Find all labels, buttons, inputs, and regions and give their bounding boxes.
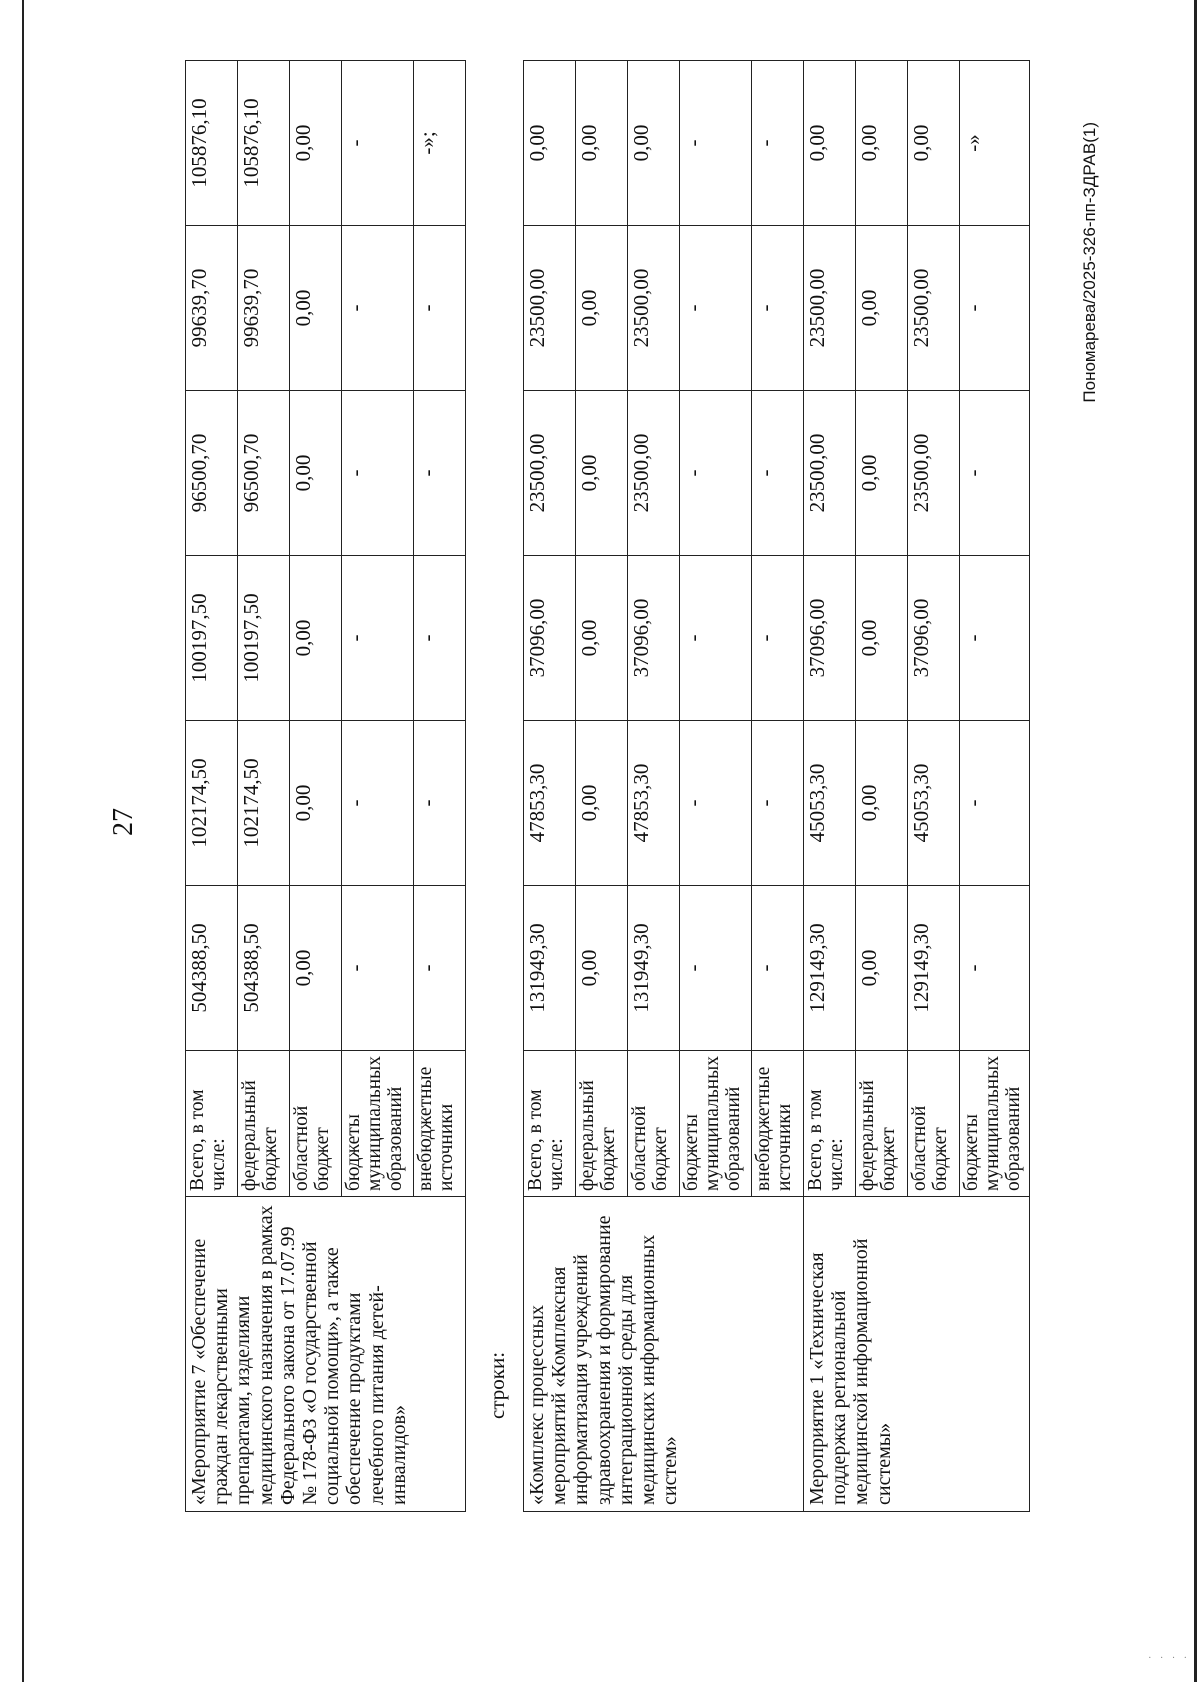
amount-cell: 96500,70 — [238, 391, 290, 556]
amount-cell: 0,00 — [290, 556, 342, 721]
amount-cell: 96500,70 — [186, 391, 238, 556]
funding-source-cell: федеральный бюджет — [576, 1051, 628, 1197]
amount-cell: 99639,70 — [238, 226, 290, 391]
amount-cell: 37096,00 — [524, 556, 576, 721]
funding-source-cell: внебюджетные источники — [414, 1051, 466, 1197]
amount-cell: 0,00 — [908, 61, 960, 226]
amount-cell: 0,00 — [290, 391, 342, 556]
amount-cell: 129149,30 — [804, 886, 856, 1051]
amount-cell: 0,00 — [576, 721, 628, 886]
amount-cell: - — [752, 61, 804, 226]
funding-source-cell: федеральный бюджет — [238, 1051, 290, 1197]
amount-cell: 37096,00 — [804, 556, 856, 721]
amount-cell: -»; — [414, 61, 466, 226]
amount-cell: 129149,30 — [908, 886, 960, 1051]
amount-cell: - — [342, 391, 414, 556]
amount-cell: 23500,00 — [804, 391, 856, 556]
table-row — [186, 61, 238, 1512]
amount-cell: 23500,00 — [628, 391, 680, 556]
amount-cell: 0,00 — [524, 61, 576, 226]
amount-cell: 100197,50 — [238, 556, 290, 721]
scan-left-border — [22, 0, 24, 1682]
funding-source-cell: областной бюджет — [628, 1051, 680, 1197]
funding-source-cell: Всего, в том числе: — [804, 1051, 856, 1197]
amount-cell: 0,00 — [628, 61, 680, 226]
amount-cell: 23500,00 — [628, 226, 680, 391]
amount-cell: 47853,30 — [628, 721, 680, 886]
amount-cell: 0,00 — [290, 61, 342, 226]
amount-cell: 23500,00 — [804, 226, 856, 391]
amount-cell: - — [680, 391, 752, 556]
funding-source-cell: Всего, в том числе: — [186, 1051, 238, 1197]
amount-cell: - — [414, 391, 466, 556]
amount-cell: 105876,10 — [238, 61, 290, 226]
amount-cell: 102174,50 — [238, 721, 290, 886]
amount-cell: - — [752, 226, 804, 391]
amount-cell: 105876,10 — [186, 61, 238, 226]
amount-cell: 37096,00 — [628, 556, 680, 721]
amount-cell: 23500,00 — [908, 226, 960, 391]
amount-cell: 0,00 — [856, 721, 908, 886]
amount-cell: - — [342, 556, 414, 721]
amount-cell: - — [414, 721, 466, 886]
amount-cell: - — [680, 556, 752, 721]
amount-cell: 99639,70 — [186, 226, 238, 391]
amount-cell: 504388,50 — [186, 886, 238, 1051]
table-row — [524, 61, 576, 1512]
amount-cell: - — [342, 61, 414, 226]
amount-cell: 0,00 — [856, 391, 908, 556]
amount-cell: 47853,30 — [524, 721, 576, 886]
amount-cell: 37096,00 — [908, 556, 960, 721]
amount-cell: 0,00 — [290, 721, 342, 886]
funding-source-cell: областной бюджет — [290, 1051, 342, 1197]
amount-cell: 131949,30 — [628, 886, 680, 1051]
amount-cell: 0,00 — [576, 61, 628, 226]
funding-source-cell: областной бюджет — [908, 1051, 960, 1197]
funding-table-measure-7 — [185, 60, 466, 1512]
amount-cell: 0,00 — [576, 556, 628, 721]
amount-cell: - — [342, 886, 414, 1051]
funding-source-cell: внебюджетные источники — [752, 1051, 804, 1197]
amount-cell: - — [680, 226, 752, 391]
funding-source-cell: бюджеты муниципальных образований — [680, 1051, 752, 1197]
measure-description: «Мероприятие 7 «Обеспечение граждан лекарственными препаратами, изделиями медицинского назначения в рамках Федерального закона от 17.07.99 № 178-ФЗ «О государственной социальной помощи», а также обеспечение продуктами лечебного питания детей-инвалидов» — [186, 1197, 466, 1512]
amount-cell: 0,00 — [804, 61, 856, 226]
amount-cell: - — [680, 61, 752, 226]
amount-cell: 23500,00 — [524, 226, 576, 391]
amount-cell: 0,00 — [856, 226, 908, 391]
rotated-page — [50, 52, 1150, 1632]
amount-cell: - — [752, 721, 804, 886]
amount-cell: 102174,50 — [186, 721, 238, 886]
amount-cell: - — [960, 556, 1030, 721]
amount-cell: 0,00 — [856, 886, 908, 1051]
scan-edge-marks: · · · · — [1148, 1653, 1190, 1664]
amount-cell: - — [680, 721, 752, 886]
table1-body — [186, 61, 466, 1512]
amount-cell: - — [752, 886, 804, 1051]
amount-cell: 0,00 — [576, 226, 628, 391]
amount-cell: 23500,00 — [524, 391, 576, 556]
amount-cell: - — [414, 886, 466, 1051]
amount-cell: 45053,30 — [804, 721, 856, 886]
amount-cell: 0,00 — [290, 886, 342, 1051]
table2-body — [524, 61, 1030, 1512]
scan-right-border — [1194, 0, 1197, 1682]
funding-source-cell: Всего, в том числе: — [524, 1051, 576, 1197]
amount-cell: 0,00 — [290, 226, 342, 391]
amount-cell: 45053,30 — [908, 721, 960, 886]
amount-cell: 131949,30 — [524, 886, 576, 1051]
amount-cell: - — [342, 721, 414, 886]
amount-cell: - — [960, 226, 1030, 391]
amount-cell: - — [414, 556, 466, 721]
amount-cell: - — [960, 721, 1030, 886]
amount-cell: 0,00 — [576, 886, 628, 1051]
amount-cell: 0,00 — [856, 556, 908, 721]
amount-cell: - — [752, 556, 804, 721]
amount-cell: - — [752, 391, 804, 556]
measure-description: «Комплекс процессных мероприятий «Комплексная информатизация учреждений здравоохранения и формирование интеграционной среды для медицинских информационных систем» — [524, 1197, 804, 1512]
amount-cell: - — [680, 886, 752, 1051]
table-row — [804, 61, 856, 1512]
amount-cell: 23500,00 — [908, 391, 960, 556]
section-label: строки: — [485, 1351, 509, 1419]
amount-cell: 504388,50 — [238, 886, 290, 1051]
funding-source-cell: бюджеты муниципальных образований — [960, 1051, 1030, 1197]
funding-source-cell: федеральный бюджет — [856, 1051, 908, 1197]
funding-source-cell: бюджеты муниципальных образований — [342, 1051, 414, 1197]
amount-cell: - — [960, 391, 1030, 556]
amount-cell: 100197,50 — [186, 556, 238, 721]
amount-cell: - — [342, 226, 414, 391]
amount-cell: -» — [960, 61, 1030, 226]
amount-cell: - — [414, 226, 466, 391]
measure-description: Мероприятие 1 «Техническая поддержка региональной медицинской информационной системы» — [804, 1197, 1030, 1512]
amount-cell: 0,00 — [576, 391, 628, 556]
amount-cell: 0,00 — [856, 61, 908, 226]
funding-table-process-complex — [523, 60, 1030, 1512]
page-number: 27 — [108, 808, 139, 836]
amount-cell: - — [960, 886, 1030, 1051]
document-footer-id: Пономарева/2025-326-пп-ЗДРАВ(1) — [1080, 122, 1099, 403]
